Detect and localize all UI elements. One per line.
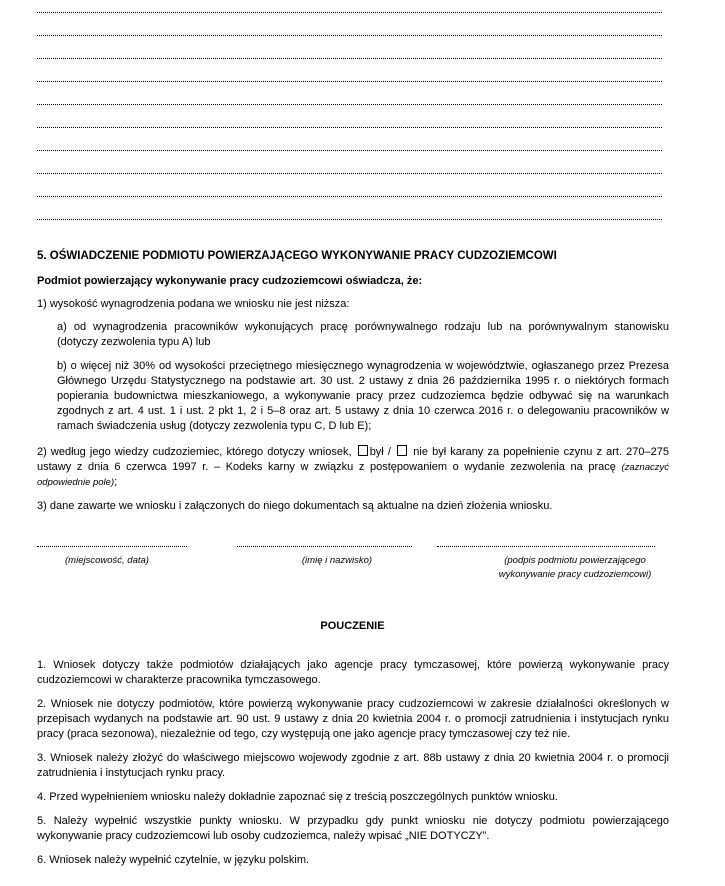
- signature-caption-line1: (podpis podmiotu powierzającego: [504, 555, 646, 566]
- instruction-6: 6. Wniosek należy wypełnić czytelnie, w języku polskim.: [37, 854, 310, 866]
- instruction-2: 2. Wniosek nie dotyczy podmiotów, które powierzą wykonywanie pracy cudzoziemcowi w zakresie działalności określonych w przepisach wydanych na podstawie art. 90 ust. 9 ustawy z dnia 20 kwietnia 2004 r. o promocji zatrudnienia i instytucjach rynku pracy (praca sezonowa), niezależnie od tego, czy występują one jako agencje pracy tymczasowej czy też nie.: [37, 698, 669, 740]
- checkbox-was-convicted[interactable]: [358, 445, 368, 456]
- signature-line[interactable]: [437, 546, 655, 547]
- item-2-note: (zaznaczyć odpowiednie pole): [37, 462, 669, 488]
- fill-line[interactable]: [37, 35, 662, 36]
- fill-line[interactable]: [37, 150, 662, 151]
- statement-item-1a: a) od wynagrodzenia pracowników wykonujących pracę porównywalnego rodzaju lub na porównywalnym stanowisku (dotyczy zezwolenia typu A) lub: [57, 321, 669, 348]
- instruction-1: 1. Wniosek dotyczy także podmiotów działających jako agencje pracy tymczasowej, które powierzą wykonywanie pracy cudzoziemcowi w charakterze pracownika tymczasowego.: [37, 659, 669, 686]
- place-date-line[interactable]: [37, 546, 187, 547]
- fill-line[interactable]: [37, 81, 662, 82]
- section-title: 5. OŚWIADCZENIE PODMIOTU POWIERZAJĄCEGO WYKONYWANIE PRACY CUDZOZIEMCOWI: [37, 250, 557, 262]
- item-2-text-start: 2) według jego wiedzy cudzoziemiec, którego dotyczy wniosek,: [37, 446, 352, 458]
- statement-item-3: 3) dane zawarte we wniosku i załączonych do niego dokumentach są aktualne na dzień złożenia wniosku.: [37, 500, 553, 512]
- fill-line[interactable]: [37, 104, 662, 105]
- item-2-end: ;: [114, 476, 118, 488]
- signature-caption-line2: wykonywanie pracy cudzoziemcowi): [498, 569, 652, 580]
- fill-line[interactable]: [37, 12, 662, 13]
- section-intro: Podmiot powierzający wykonywanie pracy cudzoziemcowi oświadcza, że:: [37, 275, 423, 287]
- name-line[interactable]: [237, 546, 412, 547]
- fill-line[interactable]: [37, 127, 662, 128]
- instruction-5: 5. Należy wypełnić wszystkie punkty wniosku. W przypadku gdy punkt wniosku nie dotyczy podmiotu powierzającego wykonywanie pracy cudzoziemcowi lub osoby cudzoziemca, należy wpisać „NIE DOTYCZY”.: [37, 815, 669, 842]
- instruction-4: 4. Przed wypełnieniem wniosku należy dokładnie zapoznać się z treścią poszczególnych punktów wniosku.: [37, 791, 558, 803]
- signature-caption: [470, 554, 680, 582]
- fill-line[interactable]: [37, 219, 662, 220]
- fill-line[interactable]: [37, 196, 662, 197]
- statement-item-1: 1) wysokość wynagrodzenia podana we wniosku nie jest niższa:: [37, 298, 350, 310]
- item-2-text-rest: nie był karany za popełnienie czynu z art. 270–275 ustawy z dnia 6 czerwca 1997 r. – Kodeks karny w związku z postępowaniem o wydanie zezwolenia na pracę: [37, 446, 669, 473]
- fill-line[interactable]: [37, 173, 662, 174]
- instruction-3: 3. Wniosek należy złożyć do właściwego miejscowo wojewody zgodnie z art. 88b ustawy z dnia 20 kwietnia 2004 r. o promocji zatrudnienia i instytucjach rynku pracy.: [37, 752, 669, 779]
- fill-line[interactable]: [37, 58, 662, 59]
- instructions-title: POUCZENIE: [320, 620, 385, 632]
- name-caption: (imię i nazwisko): [301, 555, 373, 566]
- place-date-caption: (miejscowość, data): [65, 555, 149, 566]
- statement-item-2: [37, 445, 669, 490]
- option-was-convicted-label: był /: [369, 446, 391, 458]
- checkbox-not-convicted[interactable]: [397, 445, 407, 456]
- statement-item-1b: b) o więcej niż 30% od wysokości przeciętnego miesięcznego wynagrodzenia w województwie, ogłaszanego przez Prezesa Głównego Urzędu Statystycznego na podstawie art. 30 ust. 2 ustawy z dnia 26 października 1995 r. o niektórych formach popierania budownictwa mieszkaniowego, a wykonywanie pracy przez cudzoziemca będzie odbywać się na warunkach zgodnych z art. 4 ust. 1 i ust. 2 pkt 1, 2 i 5–8 oraz art. 5 ustawy z dnia 10 czerwca 2016 r. o delegowaniu pracowników w ramach świadczenia usług (dotyczy zezwolenia typu C, D lub E);: [57, 360, 669, 432]
